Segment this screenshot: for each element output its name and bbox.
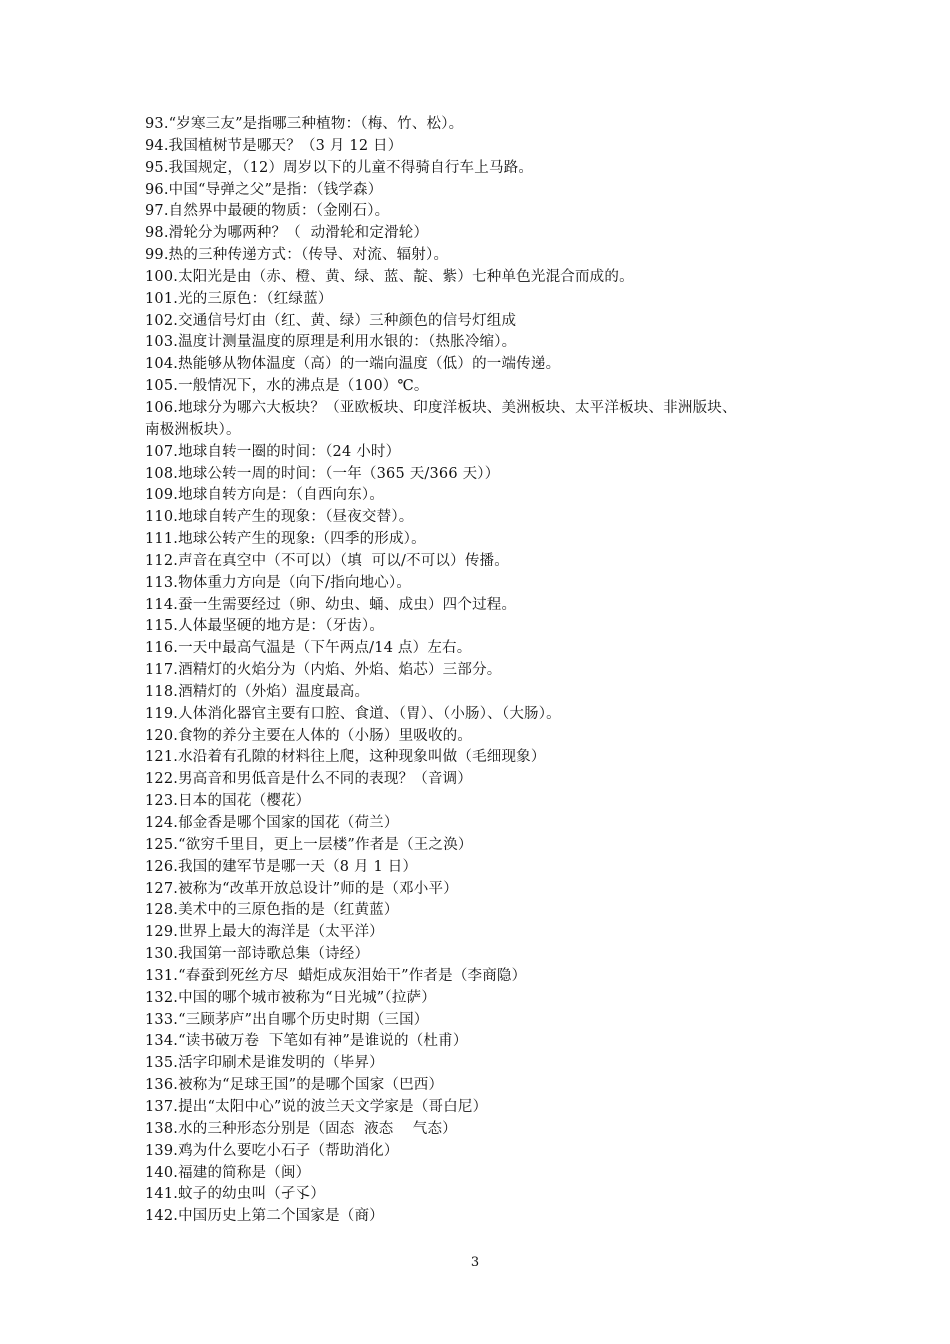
list-item: 120.食物的养分主要在人体的（小肠）里吸收的。 (145, 727, 473, 744)
list-item: 139.鸡为什么要吃小石子（帮助消化） (145, 1142, 399, 1159)
list-item: 124.郁金香是哪个国家的国花（荷兰） (145, 815, 399, 831)
question-list (145, 114, 835, 1228)
list-item: 100.太阳光是由（赤、橙、黄、绿、蓝、靛、紫）七种单色光混合而成的。 (145, 268, 634, 285)
list-item: 110.地球自转产生的现象：（昼夜交替）。 (145, 509, 414, 526)
list-item: 119.人体消化器官主要有口腔、食道、（胃）、（小肠）、（大肠）。 (145, 705, 561, 722)
list-item: 142.中国历史上第二个国家是（商） (145, 1208, 384, 1225)
list-item: 136.被称为“足球王国”的是哪个国家（巴西） (145, 1077, 444, 1094)
list-item: 126.我国的建军节是哪一天（8 月 1 日） (145, 858, 418, 875)
list-item: 133.“三顾茅庐”出自哪个历史时期（三国） (145, 1011, 429, 1028)
list-item: 104.热能够从物体温度（高）的一端向温度（低）的一端传递。 (145, 356, 561, 373)
list-item: 121.水沿着有孔隙的材料往上爬，这种现象叫做（毛细现象） (145, 749, 546, 766)
list-item: 118.酒精灯的（外焰）温度最高。 (145, 683, 370, 700)
list-item: 132.中国的哪个城市被称为“日光城”（拉萨） (145, 989, 436, 1006)
list-item: 106.地球分为哪六大板块？（亚欧板块、印度洋板块、美洲板块、太平洋板块、非洲版块、 (145, 399, 737, 416)
page-number: 3 (470, 1255, 480, 1270)
list-item: 127.被称为“改革开放总设计”师的是（邓小平） (145, 880, 458, 897)
list-item: 99.热的三种传递方式：（传导、对流、辐射）。 (145, 247, 449, 264)
list-item: 137.提出“太阳中心”说的波兰天文学家是（哥白尼） (145, 1098, 488, 1115)
list-item: 129.世界上最大的海洋是（太平洋） (145, 924, 384, 941)
list-item: 138.水的三种形态分别是（固态 液态 气态） (145, 1120, 457, 1137)
list-item: 128.美术中的三原色指的是（红黄蓝） (145, 902, 399, 919)
list-item-continuation: 南极洲板块）。 (145, 421, 241, 438)
list-item: 103.温度计测量温度的原理是利用水银的：（热胀冷缩）。 (145, 334, 517, 351)
list-item: 131.“春蚕到死丝方尽 蜡炬成灰泪始干”作者是（李商隐） (145, 967, 527, 984)
list-item: 93.“岁寒三友”是指哪三种植物：（梅、竹、松）。 (145, 116, 464, 132)
list-item: 102.交通信号灯由（红、黄、绿）三种颜色的信号灯组成 (145, 312, 517, 329)
list-item: 117.酒精灯的火焰分为（内焰、外焰、焰芯）三部分。 (145, 662, 502, 679)
list-item: 105.一般情况下，水的沸点是（100）℃。 (145, 378, 429, 395)
list-item: 141.蚊子的幼虫叫（孑孓） (145, 1186, 326, 1203)
list-item: 114.蚕一生需要经过（卵、幼虫、蛹、成虫）四个过程。 (145, 596, 517, 613)
list-item: 140.福建的简称是（闽） (145, 1164, 311, 1181)
list-item: 135.活字印刷术是谁发明的（毕昇） (145, 1055, 384, 1072)
list-item: 116.一天中最高气温是（下午两点/14 点）左右。 (145, 640, 472, 657)
list-item: 115.人体最坚硬的地方是：（牙齿）。 (145, 618, 385, 635)
list-item: 125.“欲穷千里目，更上一层楼”作者是（王之涣） (145, 836, 473, 853)
list-item: 123.日本的国花（樱花） (145, 793, 311, 810)
list-item: 94.我国植树节是哪天？（3 月 12 日） (145, 137, 403, 154)
list-item: 109.地球自转方向是：（自西向东）。 (145, 487, 385, 504)
list-item: 111.地球公转产生的现象:（四季的形成）。 (145, 531, 426, 548)
list-item: 96.中国“导弹之父”是指：（钱学森） (145, 181, 383, 198)
list-item: 122.男高音和男低音是什么不同的表现？（音调） (145, 771, 473, 788)
list-item: 130.我国第一部诗歌总集（诗经） (145, 946, 370, 963)
list-item: 97.自然界中最硬的物质：（金刚石）。 (145, 203, 390, 220)
list-item: 113.物体重力方向是（向下/指向地心）。 (145, 574, 412, 591)
list-item: 107.地球自转一圈的时间：（24 小时） (145, 443, 401, 460)
list-item: 98.滑轮分为哪两种？（ 动滑轮和定滑轮） (145, 225, 429, 242)
list-item: 95.我国规定，（12）周岁以下的儿童不得骑自行车上马路。 (145, 159, 534, 176)
list-item: 101.光的三原色：（红绿蓝） (145, 290, 333, 307)
list-item: 134.“读书破万卷 下笔如有神”是谁说的（杜甫） (145, 1033, 468, 1050)
list-item: 108.地球公转一周的时间：（一年（365 天/366 天）） (145, 465, 500, 482)
list-item: 112.声音在真空中（不可以）（填 可以/不可以）传播。 (145, 552, 509, 569)
